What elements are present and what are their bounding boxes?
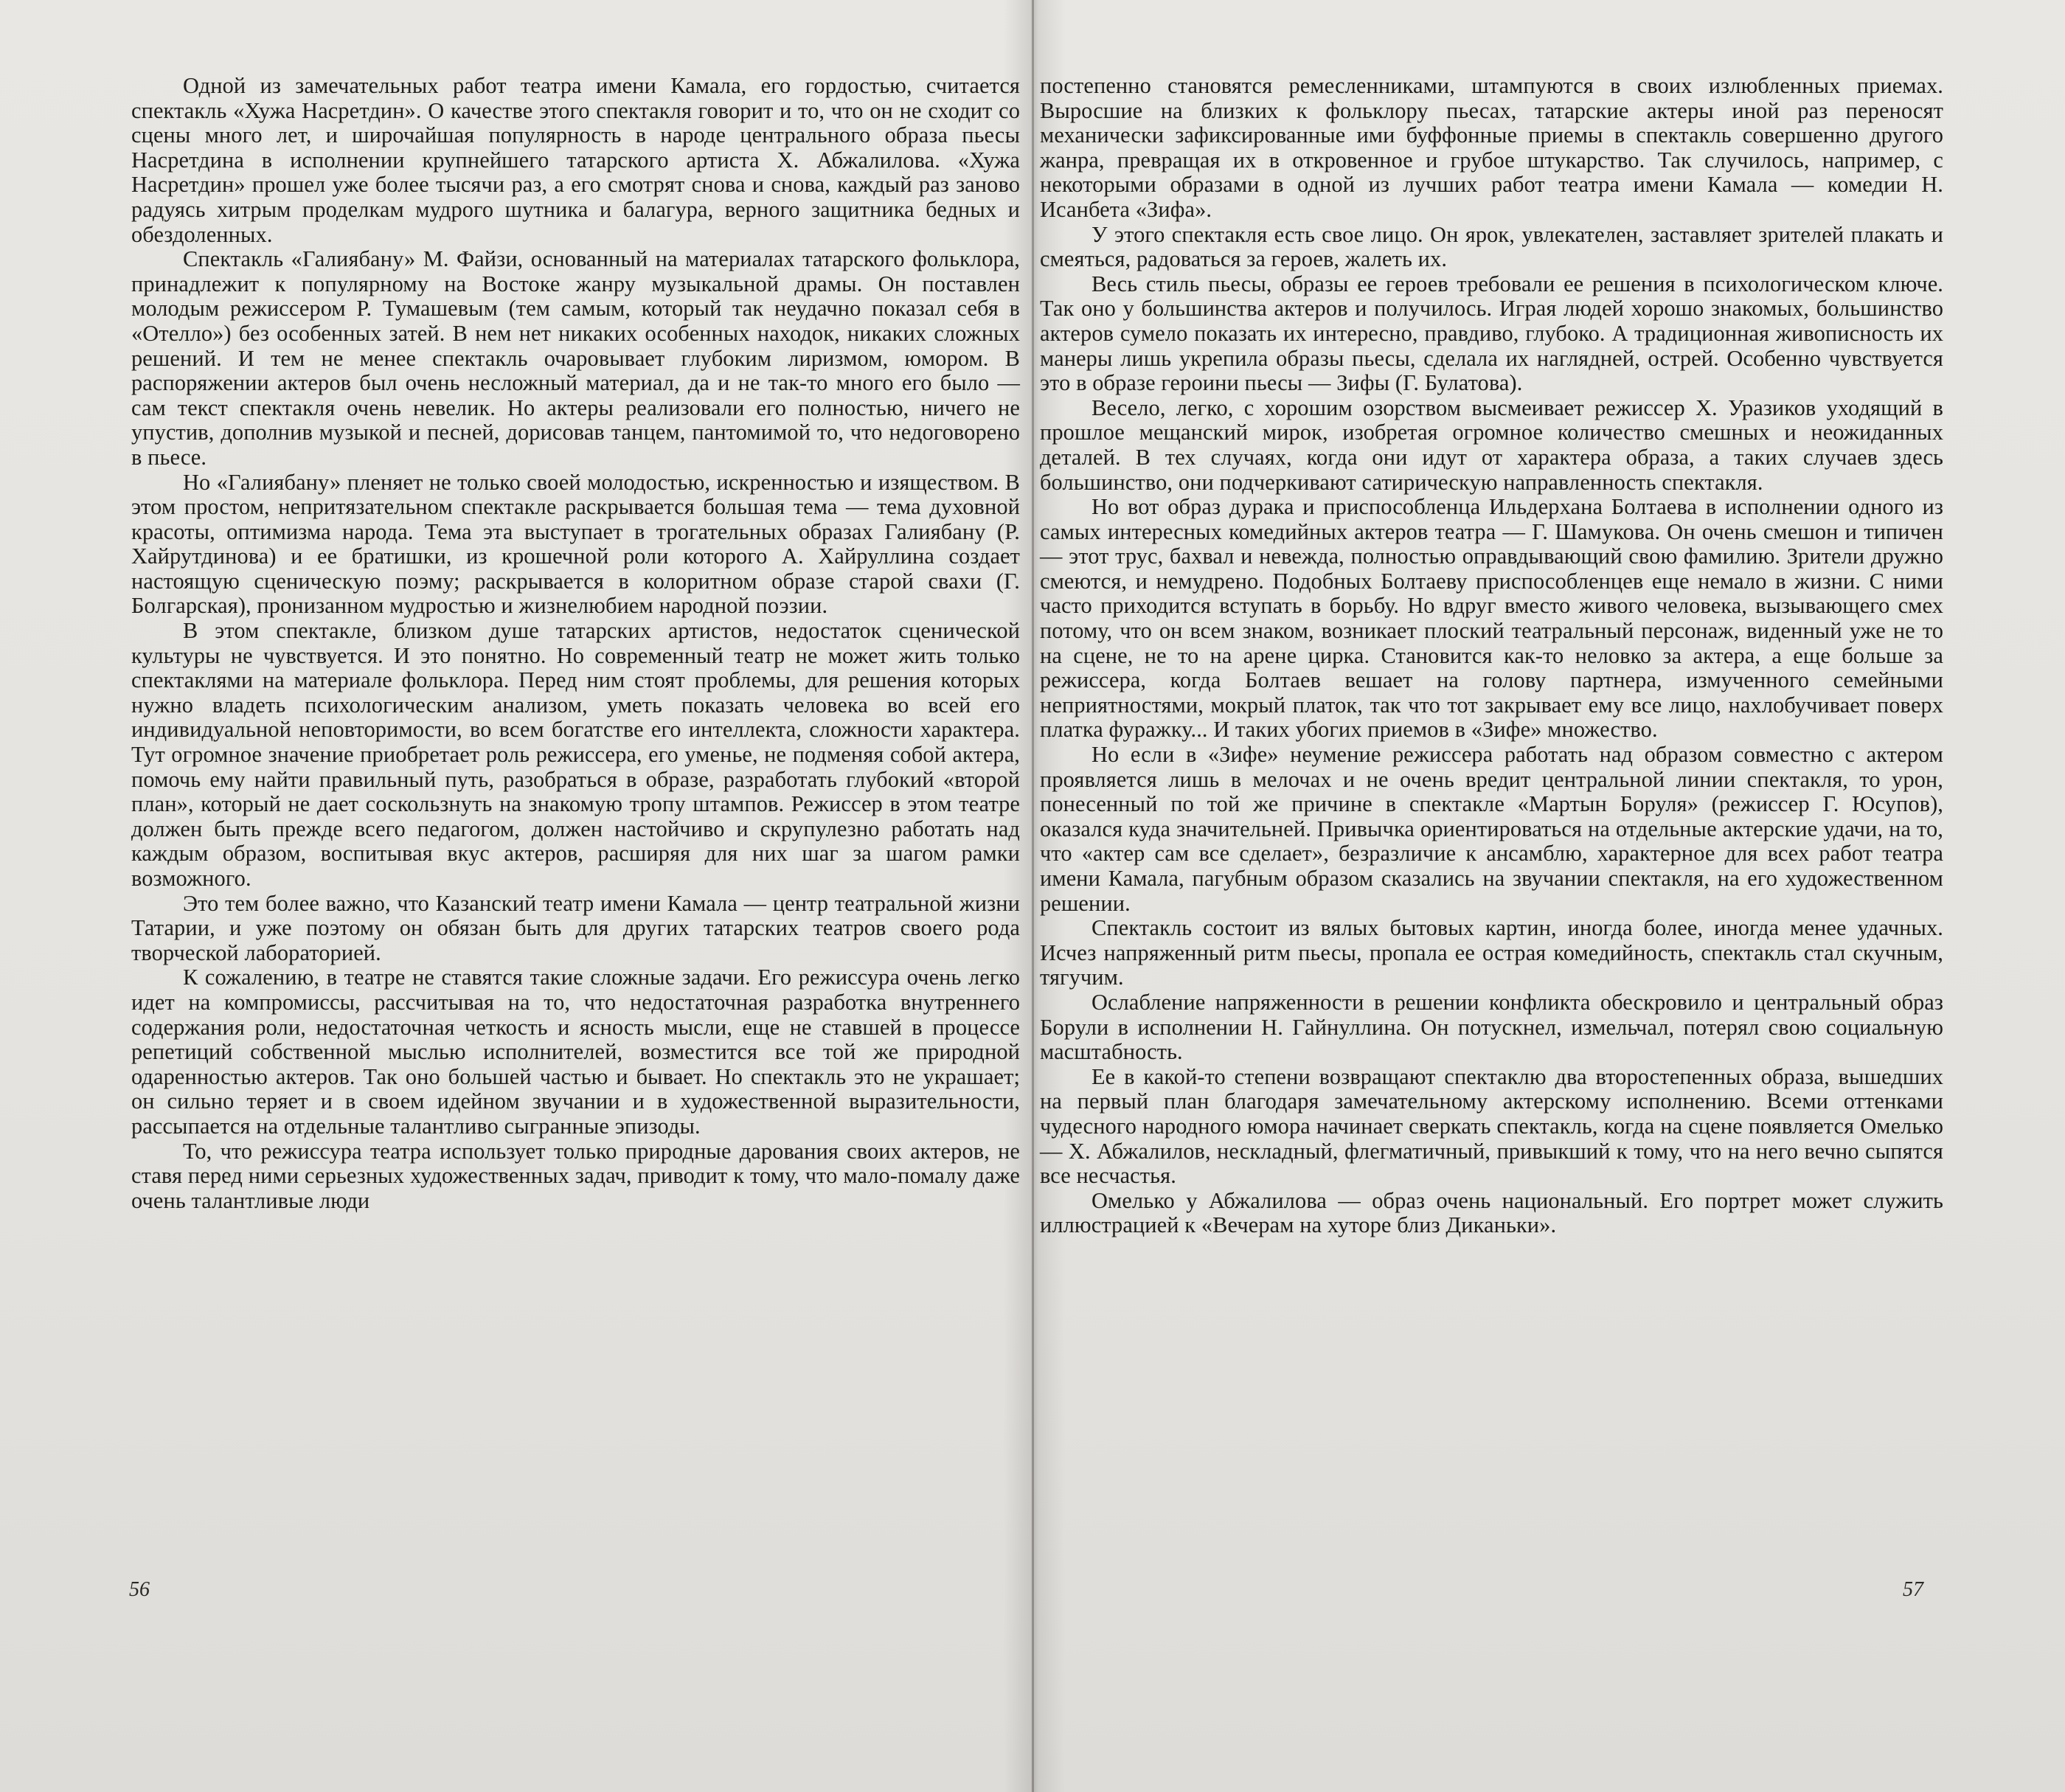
- right-paragraph-2: У этого спектакля есть свое лицо. Он ярок, увлекателен, заставляет зрителей плакать и смеяться, радоваться за героев, жалеть их.: [1040, 221, 1943, 272]
- left-paragraph-2: Спектакль «Галиябану» М. Файзи, основанный на материалах татарского фольклора, принадлежит к популярному на Востоке жанру музыкальной драмы. Он поставлен молодым режиссером Р. Тумашевым (тем самым, который так неудачно показал себя в «Отелло») без особенных затей. В нем нет никаких особенных находок, никаких сложных решений. И тем не менее спектакль очаровывает глубоким лиризмом, юмором. В распоряжении актеров был очень несложный материал, да и не так-то много его было — сам текст спектакля очень невелик. Но актеры реализовали его полностью, ничего не упустив, дополнив музыкой и песней, дорисовав танцем, пантомимой то, что недоговорено в пьесе.: [131, 246, 1020, 470]
- right-paragraph-3: Весь стиль пьесы, образы ее героев требовали ее решения в психологическом ключе. Так оно у большинства актеров и получилось. Играя людей хорошо знакомых, большинство актеров сумело показать их интересно, правдиво, глубоко. А традиционная живописность их манеры лишь укрепила образы пьесы, сделала их наглядней, острей. Особенно чувствуется это в образе героини пьесы — Зифы (Г. Булатова).: [1040, 271, 1943, 396]
- right-paragraph-10: Омелько у Абжалилова — образ очень национальный. Его портрет может служить иллюстрацией к «Вечерам на хуторе близ Диканьки».: [1040, 1187, 1943, 1238]
- right-page-number: 57: [1903, 1578, 1923, 1601]
- right-paragraph-8: Ослабление напряженности в решении конфликта обескровило и центральный образ Борули в исполнении Н. Гайнуллина. Он потускнел, измельчал, потерял свою социальную масштабность.: [1040, 989, 1943, 1065]
- right-paragraph-1: постепенно становятся ремесленниками, штампуются в своих излюбленных приемах. Выросшие на близких к фольклору пьесах, татарские актеры иной раз переносят механически зафиксированные ими буффонные приемы в спектакль совершенно другого жанра, превращая их в откровенное и грубое штукарство. Так случилось, например, с некоторыми образами в одной из лучших работ театра имени Камала — комедии Н. Исанбета «Зифа».: [1040, 73, 1943, 222]
- left-page-number: 56: [129, 1578, 150, 1601]
- right-page: [1040, 74, 1943, 1238]
- right-paragraph-7: Спектакль состоит из вялых бытовых картин, иногда более, иногда менее удачных. Исчез напряженный ритм пьесы, пропала ее острая комедийность, спектакль стал скучным, тягучим.: [1040, 915, 1943, 990]
- right-paragraph-9: Ее в какой-то степени возвращают спектаклю два второстепенных образа, вышедших на первый план благодаря замечательному актерскому исполнению. Всеми оттенками чудесного народного юмора начинает сверкать спектакль, когда на сцене появляется Омелько — Х. Абжалилов, нескладный, флегматичный, привыкший к тому, что на него вечно сыпятся все несчастья.: [1040, 1063, 1943, 1189]
- left-paragraph-7: То, что режиссура театра использует только природные дарования своих актеров, не ставя перед ними серьезных художественных задач, приводит к тому, что мало-помалу даже очень талантливые люди: [131, 1138, 1020, 1213]
- left-paragraph-1: Одной из замечательных работ театра имени Камала, его гордостью, считается спектакль «Хужа Насретдин». О качестве этого спектакля говорит и то, что он не сходит со сцены много лет, и широчайшая популярность в народе центрального образа пьесы Насретдина в исполнении крупнейшего татарского артиста Х. Абжалилова. «Хужа Насретдин» прошел уже более тысячи раз, а его смотрят снова и снова, каждый раз заново радуясь хитрым проделкам мудрого шутника и балагура, верного защитника бедных и обездоленных.: [131, 73, 1020, 247]
- left-paragraph-3: Но «Галиябану» пленяет не только своей молодостью, искренностью и изяществом. В этом простом, непритязательном спектакле раскрывается большая тема — тема духовной красоты, оптимизма народа. Тема эта выступает в трогательных образах Галиябану (Р. Хайрутдинова) и ее братишки, из крошечной роли которого А. Хайруллина создает настоящую сценическую поэму; раскрывается в колоритном образе старой свахи (Г. Болгарская), пронизанном мудростью и жизнелюбием народной поэзии.: [131, 469, 1020, 619]
- left-paragraph-6: К сожалению, в театре не ставятся такие сложные задачи. Его режиссура очень легко идет на компромиссы, рассчитывая на то, что недостаточная разработка внутреннего содержания роли, недостаточная четкость и ясность мысли, еще не ставшей в процессе репетиций собственной мыслью исполнителей, возместится все той же природной одаренностью актеров. Так оно большей частью и бывает. Но спектакль это не украшает; он сильно теряет и в своем идейном звучании и в художественной выразительности, рассыпается на отдельные талантливо сыгранные эпизоды.: [131, 965, 1020, 1139]
- right-paragraph-5: Но вот образ дурака и приспособленца Ильдерхана Болтаева в исполнении одного из самых интересных комедийных актеров театра — Г. Шамукова. Он очень смешон и типичен — этот трус, бахвал и невежда, полностью оправдывающий свою фамилию. Зрители дружно смеются, и немудрено. Подобных Болтаеву приспособленцев еще немало в жизни. С ними часто приходится вступать в борьбу. Но вдруг вместо живого человека, вызывающего смех потому, что он всем знаком, возникает плоский театральный персонаж, виденный уже не то на сцене, не то на арене цирка. Становится как-то неловко за актера, а еще больше за режиссера, когда Болтаев вешает на голову партнера, измученного семейными неприятностями, мокрый платок, так что тот закрывает ему все лицо, нахлобучивает поверх платка фуражку... И таких убогих приемов в «Зифе» множество.: [1040, 494, 1943, 743]
- left-paragraph-5: Это тем более важно, что Казанский театр имени Камала — центр театральной жизни Татарии, и уже поэтому он обязан быть для других татарских театров своего рода творческой лабораторией.: [131, 890, 1020, 965]
- right-paragraph-6: Но если в «Зифе» неумение режиссера работать над образом совместно с актером проявляется лишь в мелочах и не очень вредит центральной линии спектакля, то урон, понесенный по той же причине в спектакле «Мартын Боруля» (режиссер Г. Юсупов), оказался куда значительней. Привычка ориентироваться на отдельные актерские удачи, на то, что «актер сам все сделает», безразличие к ансамблю, характерное для всех работ театра имени Камала, пагубным образом сказались на звучании спектакля, на его художественном решении.: [1040, 742, 1943, 916]
- left-page: [131, 74, 1020, 1213]
- left-paragraph-4: В этом спектакле, близком душе татарских артистов, недостаток сценической культуры не чувствуется. И это понятно. Но современный театр не может жить только спектаклями на материале фольклора. Перед ним стоят проблемы, для решения которых нужно владеть психологическим анализом, уметь показать человека во всей его индивидуальной неповторимости, во всем богатстве его интеллекта, сложности характера. Тут огромное значение приобретает роль режиссера, его уменье, не подменяя собой актера, помочь ему найти правильный путь, разобраться в образе, разработать глубокий «второй план», который не дает соскользнуть на знакомую тропу штампов. Режиссер в этом театре должен быть прежде всего педагогом, должен настойчиво и скрупулезно работать над каждым образом, воспитывая вкус актеров, расширяя для них шаг за шагом рамки возможного.: [131, 618, 1020, 891]
- book-gutter: [1032, 0, 1034, 1792]
- right-paragraph-4: Весело, легко, с хорошим озорством высмеивает режиссер Х. Уразиков уходящий в прошлое мещанский мирок, изобретая огромное количество смешных и неожиданных деталей. В тех случаях, когда они идут от характера образа, а таких случаев здесь большинство, они подчеркивают сатирическую направленность спектакля.: [1040, 395, 1943, 495]
